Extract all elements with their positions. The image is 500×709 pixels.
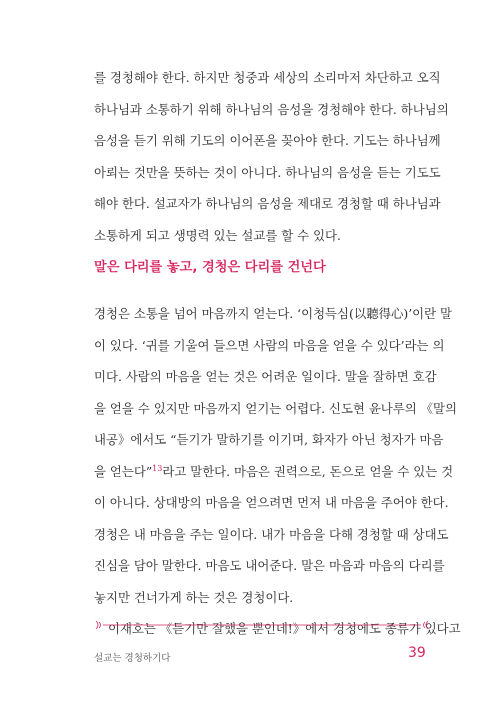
footer-divider-rule xyxy=(94,615,430,635)
paragraph-line: 미다. 사람의 마음을 얻는 것은 어려운 일이다. 말을 잘하면 호감 xyxy=(94,369,437,384)
running-footer-title: 설교는 경청하기다 xyxy=(94,653,171,664)
page-number: 39 xyxy=(408,645,426,661)
paragraph-line: 를 경청해야 한다. 하지만 청중과 세상의 소리마저 차단하고 오직 xyxy=(94,70,441,85)
paragraph-line: 해야 한다. 설교자가 하나님의 음성을 제대로 경청할 때 하나님과 xyxy=(94,196,441,211)
paragraph-line: 이 아니다. 상대방의 마음을 얻으려면 먼저 내 마음을 주어야 한다. xyxy=(94,495,449,510)
paragraph-line: 놓지만 건너가게 하는 것은 경청이다. xyxy=(94,589,294,605)
paragraph-line-indented: 이재호는 《듣기만 잘했을 뿐인데!》에서 경청에도 종류가 있다고 xyxy=(108,621,461,636)
paragraph-line: 음성을 듣기 위해 기도의 이어폰을 꽂아야 한다. 기도는 하나님께 xyxy=(94,133,441,148)
paragraph-2 xyxy=(94,298,461,645)
paragraph-line-with-footnote xyxy=(94,456,454,488)
paragraph-line: 소통하게 되고 생명력 있는 설교를 할 수 있다. xyxy=(94,227,341,243)
paragraph-line: 경청은 내 마음을 주는 일이다. 내가 마음을 다해 경청할 때 상대도 xyxy=(94,526,449,542)
paragraph-line: 이 있다. ‘귀를 기울여 들으면 사람의 마음을 얻을 수 있다’라는 의 xyxy=(94,337,445,353)
paragraph-line: 아뢰는 것만을 뜻하는 것이 아니다. 하나님의 음성을 듣는 기도도 xyxy=(94,164,441,180)
paragraph-line: 경청은 소통을 넘어 마음까지 얻는다. ‘이청득심(以聽得心)’이란 말 xyxy=(94,306,453,321)
paragraph-line: 진심을 담아 말한다. 마음도 내어준다. 말은 마음과 마음의 다리를 xyxy=(94,558,445,573)
section-heading: 말은 다리를 놓고, 경청은 다리를 건넌다 xyxy=(94,260,326,275)
paragraph-line: 을 얻을 수 있지만 마음까지 얻기는 어렵다. 신도현 윤나루의 《말의 xyxy=(94,400,457,416)
paragraph-line: 내공》에서도 “듣기가 말하기를 이기며, 화자가 아닌 청자가 마음 xyxy=(94,432,444,447)
line-text: 을 얻는다” xyxy=(94,463,153,479)
paragraph-line: 하나님과 소통하기 위해 하나님의 음성을 경청해야 한다. 하나님의 xyxy=(94,101,449,117)
line-text: 라고 말한다. 마음은 권력으로, 돈으로 얻을 수 있는 것 xyxy=(162,463,454,479)
footnote-marker[interactable]: 13 xyxy=(152,463,163,473)
right-flourish-icon xyxy=(424,621,429,629)
paragraph-1 xyxy=(94,62,449,251)
left-flourish-icon xyxy=(96,621,101,629)
